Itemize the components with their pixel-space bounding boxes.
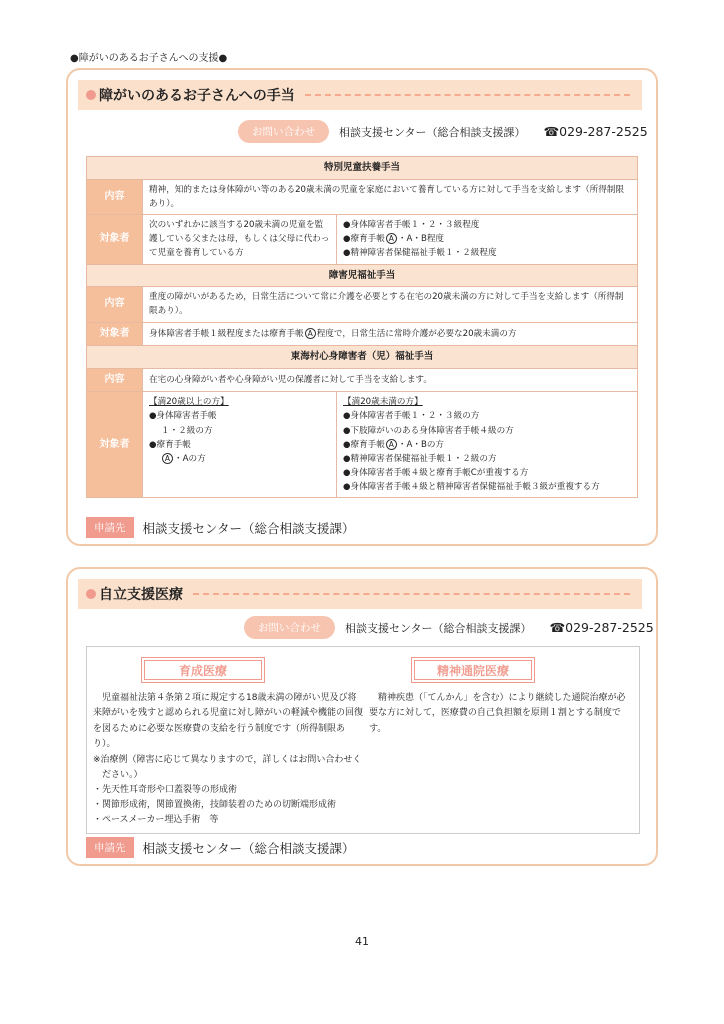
list-text: ・Aの方 bbox=[174, 453, 206, 464]
list-item: ●身体障害者手帳１・２・３級程度 bbox=[343, 220, 480, 231]
list-heading: 【満20歳未満の方】 bbox=[343, 397, 423, 408]
table-header: 障害児福祉手当 bbox=[87, 264, 638, 287]
list-item: ・関節形成術，関節置換術，技師装着のための切断端形成術 bbox=[93, 800, 337, 810]
list-item bbox=[343, 438, 631, 452]
inquiry-row bbox=[238, 120, 648, 143]
row-label: 内容 bbox=[87, 179, 143, 214]
medical-info-box bbox=[86, 646, 640, 834]
list-item bbox=[343, 232, 631, 246]
table-cell: 精神，知的または身体障がい等のある20歳未満の児童を家庭において養育している方に対して手当を支給します（所得制限あり）。 bbox=[143, 179, 638, 214]
list-item: ●身体障害者手帳 bbox=[149, 411, 217, 422]
list-heading: 【満20歳以上の方】 bbox=[149, 397, 229, 408]
section-medical-card bbox=[66, 567, 658, 866]
list-item: ●精神障害者保健福祉手帳１・２級の方 bbox=[343, 453, 497, 464]
cell-text: 程度で，日常生活に常時介護が必要な20歳未満の方 bbox=[316, 328, 517, 339]
inquiry-badge: お問い合わせ bbox=[238, 120, 329, 143]
table-cell: 次のいずれかに該当する20歳未満の児童を監護している父または母，もしくは父母に代わって児童を養育している方 bbox=[143, 215, 337, 265]
table-header: 東海村心身障害者（児）福祉手当 bbox=[87, 346, 638, 369]
row-label: 内容 bbox=[87, 287, 143, 322]
inquiry-tel[interactable]: ☎029-287-2525 bbox=[549, 620, 654, 635]
list-item: ●身体障害者手帳１・２・３級の方 bbox=[343, 411, 480, 422]
page-number: 41 bbox=[355, 935, 369, 948]
circle-a-icon: A bbox=[386, 439, 397, 450]
subsection-title bbox=[141, 657, 265, 683]
apply-badge: 申請先 bbox=[86, 837, 134, 858]
list-item: ●精神障害者保健福祉手帳１・２級程度 bbox=[343, 248, 497, 259]
list-item: ・ペースメーカー埋込手術 等 bbox=[93, 815, 219, 825]
table-cell: 在宅の心身障がい者や心身障がい児の保護者に対して手当を支給します。 bbox=[143, 368, 638, 392]
apply-value: 相談支援センター（総合相談支援課） bbox=[142, 520, 355, 536]
row-label: 対象者 bbox=[87, 322, 143, 346]
table-cell bbox=[143, 322, 638, 346]
subsection-title-text: 育成医療 bbox=[144, 660, 262, 680]
list-text: ●療育手帳 bbox=[343, 439, 385, 450]
table-cell-over20 bbox=[143, 392, 337, 498]
circle-a-icon: A bbox=[386, 233, 397, 244]
table-header: 特別児童扶養手当 bbox=[87, 157, 638, 180]
list-text: ・A・Bの方 bbox=[397, 439, 445, 450]
inquiry-tel[interactable]: ☎029-287-2525 bbox=[543, 124, 648, 139]
table-cell: 重度の障がいがあるため，日常生活について常に介護を必要とする在宅の20歳未満の方に対して手当を支給します（所得制限あり）。 bbox=[143, 287, 638, 322]
apply-value: 相談支援センター（総合相談支援課） bbox=[142, 840, 355, 856]
dashed-divider bbox=[305, 94, 630, 96]
list-item: ●下肢障がいのある身体障害者手帳４級の方 bbox=[343, 425, 514, 436]
header-label: ●障がいのあるお子さんへの支援● bbox=[70, 53, 228, 64]
section-title-bar bbox=[78, 579, 642, 609]
section-title-bar bbox=[78, 80, 642, 110]
list-item: ●身体障害者手帳４級と精神障害者保健福祉手帳３級が重複する方 bbox=[343, 482, 600, 493]
section-title: 障がいのあるお子さんへの手当 bbox=[99, 88, 295, 104]
inquiry-center: 相談支援センター（総合相談支援課） bbox=[345, 621, 532, 635]
circle-a-icon: A bbox=[162, 453, 173, 464]
table-cell-under20 bbox=[337, 392, 638, 498]
circle-a-icon: A bbox=[305, 328, 316, 339]
list-text: ●療育手帳 bbox=[343, 234, 385, 245]
section-title: 自立支援医療 bbox=[99, 587, 183, 603]
subsection-title-text: 精神通院医療 bbox=[414, 660, 532, 680]
cell-text: 身体障害者手帳１級程度または療育手帳 bbox=[149, 328, 304, 339]
bullet-icon bbox=[86, 90, 96, 100]
inquiry-center: 相談支援センター（総合相談支援課） bbox=[339, 125, 526, 139]
list-item: ●療育手帳 bbox=[149, 439, 191, 450]
list-item: ●身体障害者手帳４級と療育手帳Cが重複する方 bbox=[343, 468, 529, 479]
table-cell bbox=[337, 215, 638, 265]
apply-row bbox=[86, 517, 355, 538]
inquiry-badge: お問い合わせ bbox=[244, 616, 335, 639]
apply-row bbox=[86, 837, 355, 858]
list-item bbox=[149, 452, 330, 466]
paragraph: 児童福祉法第４条第２項に規定する18歳未満の障がい児及び将来障がいを残すと認められる児童に対し障がいの軽減や機能の回復を図るために必要な医療費の支給を行う制度です（所得制限あり）。 bbox=[93, 693, 364, 750]
list-text: ・A・B程度 bbox=[397, 234, 445, 245]
row-label: 対象者 bbox=[87, 215, 143, 265]
inquiry-row bbox=[244, 616, 654, 639]
list-item: ・先天性耳奇形や口蓋裂等の形成術 bbox=[93, 785, 238, 795]
dashed-divider bbox=[193, 593, 630, 595]
row-label: 対象者 bbox=[87, 392, 143, 498]
apply-badge: 申請先 bbox=[86, 517, 134, 538]
paragraph: 精神疾患（「てんかん」を含む）により継続した通院治療が必要な方に対して，医療費の自己負担額を原則１割とする制度です。 bbox=[369, 693, 626, 734]
section-allowance-card bbox=[66, 68, 658, 546]
note: ※治療例（障害に応じて異なりますので，詳しくはお問い合わせください。） bbox=[93, 755, 362, 781]
bullet-icon bbox=[86, 589, 96, 599]
list-item: １・２級の方 bbox=[161, 425, 213, 436]
subsection-title bbox=[411, 657, 535, 683]
allowance-table bbox=[86, 156, 638, 498]
row-label: 内容 bbox=[87, 368, 143, 392]
